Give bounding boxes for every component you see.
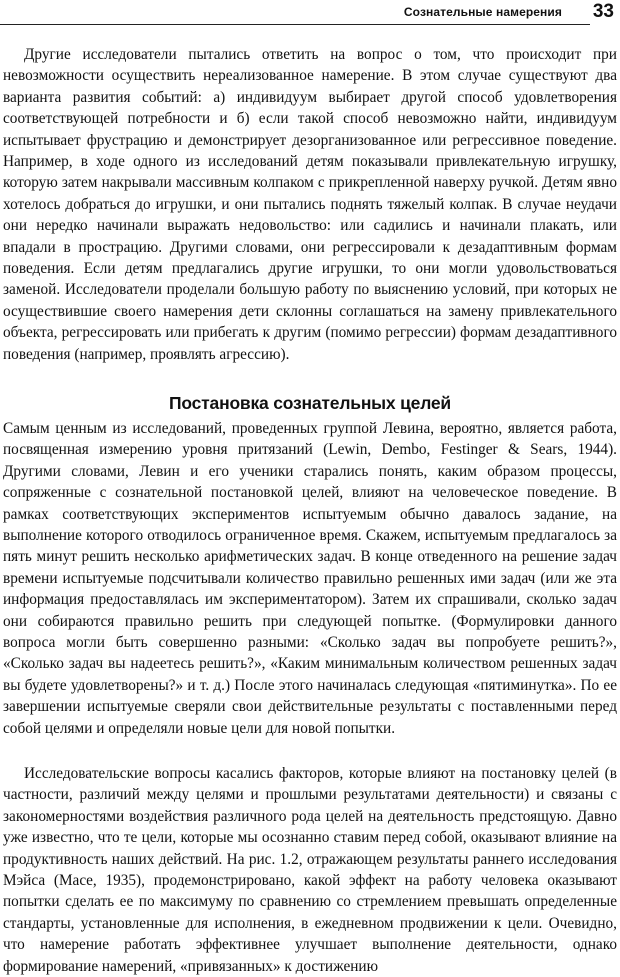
header-rule: [0, 24, 590, 25]
running-title: Сознательные намерения: [403, 5, 562, 19]
paragraph-research-questions: Исследовательские вопросы касались факторов, которые влияют на постановку целей (в частности, различий между целями и прошлыми результатами деятельности) и связаны с закономерностями воздействия различного рода целей на деятельность предстоящую. Давно уже известно, что те цели, которые мы осознанно ставим перед собой, оказывают влияние на продуктивность наших действий. На рис. 1.2, отражающем результаты раннего исследования Мэйса (Mace, 1935), продемонстрировано, какой эффект на работу человека оказывают попытки сделать ее по максимуму по сравнению со стремлением превышать определенные стандарты, установленные для исполнения, в ежедневном продвижении к цели. Очевидно, что намерение работать эффективнее улучшает выполнение деятельности, однако формирование намерений, «привязанных» к достижению: [3, 765, 617, 975]
page-number: 33: [592, 1, 614, 22]
paragraph-aspiration-level: Самым ценным из исследований, проведенных группой Левина, вероятно, является работа, посвященная измерению уровня притязаний (Lewin, Dembo, Festinger & Sears, 1944). Другими словами, Левин и его ученики старались понять, каким образом процессы, сопряженные с сознательной постановкой целей, влияют на человеческое поведение. В рамках соответствующих экспериментов испытуемым обычно давалось задание, на выполнение которого отводилось ограниченное время. Скажем, испытуемым предлагалось за пять минут решить несколько арифметических задач. В конце отведенного на решение задач времени испытуемые подсчитывали количество правильно решенных ими задач (или же эта информация предоставлялась им экспериментатором). Затем их спрашивали, сколько задач они собираются правильно решить при следующей попытке. (Формулировки данного вопроса могли быть совершенно разными: «Сколько задач вы попробуете решить?», «Сколько задач вы надеетесь решить?», «Каким минимальным количеством решенных задач вы будете удовлетворены?» и т. д.) После этого начиналась следующая «пятиминутка». По ее завершении испытуемые сверяли свои действительные результаты с поставленными перед собой целями и определяли новые цели для новой попытки.: [3, 420, 617, 737]
running-header: [0, 0, 620, 26]
section-heading: Постановка сознательных целей: [169, 393, 451, 413]
paragraph-frustration: Другие исследователи пытались ответить на вопрос о том, что происходит при невозможности осуществить нереализованное намерение. В этом случае существуют два варианта развития событий: а) индивидуум выбирает другой способ удовлетворения соответствующей потребности и б) если такой способ невозможно найти, индивидуум испытывает фрустрацию и демонстрирует дезорганизованное или регрессивное поведение. Например, в ходе одного из исследований детям показывали привлекательную игрушку, которую затем накрывали массивным колпаком с прикрепленной наверху ручкой. Детям явно хотелось добраться до игрушки, и они пытались поднять тяжелый колпак. В случае неудачи они нередко начинали выражать недовольство: или садились и начинали плакать, или впадали в прострацию. Другими словами, они регрессировали к дезадаптивным формам поведения. Если детям предлагались другие игрушки, то они могли удовольствоваться заменой. Исследователи проделали большую работу по выяснению условий, при которых не осуществившие своего намерения дети склонны соглашаться на замену привлекательного объекта, регрессировать или прибегать к другим (помимо регрессии) формам дезадаптивного поведения (например, проявлять агрессию).: [3, 46, 617, 363]
